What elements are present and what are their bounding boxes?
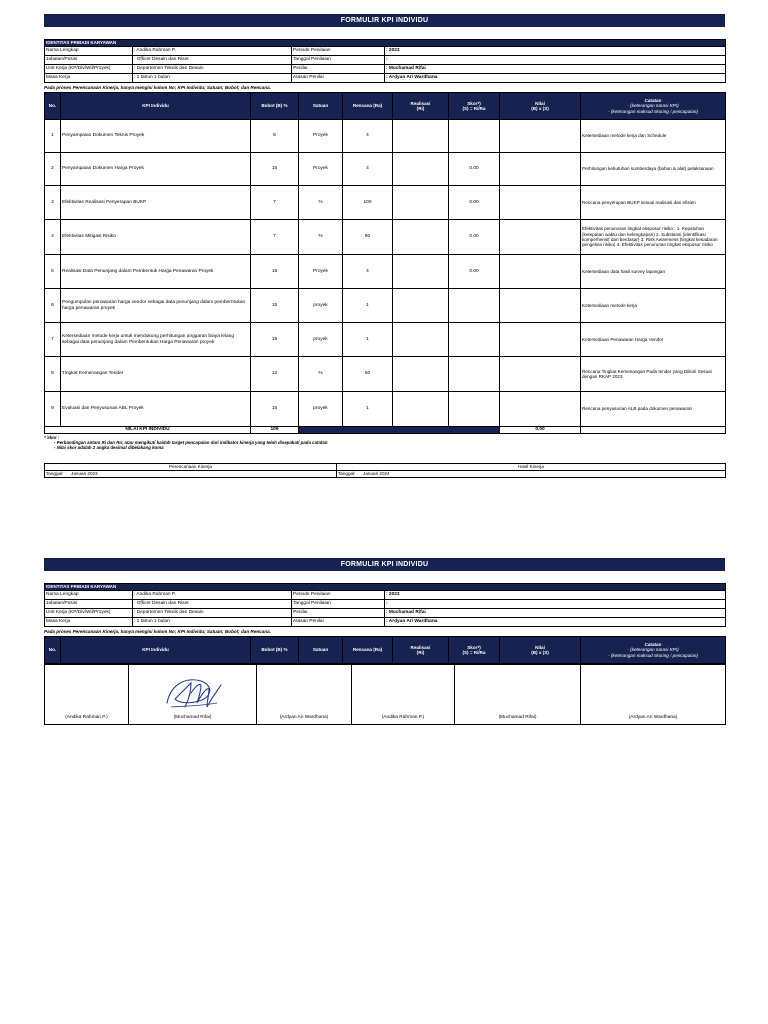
header-nilai-sub: (B) x (S) [531,650,549,655]
kpi-row-no: 3 [45,186,61,220]
kpi-row-catatan: Ketersediaan data hasil survey lapangan [581,255,726,289]
identity-value: : 1 tahun 1 bulan [133,74,292,83]
identity-value: : Muchamad Rifai [385,609,726,618]
header-satuan: Satuan [299,637,343,664]
header-nilai-label: Nilai [535,644,545,650]
identity-row [45,56,726,65]
header-realisasi [393,93,449,120]
kpi-row-skor [449,289,500,323]
kpi-row-nilai [500,153,581,186]
kpi-row [45,289,726,323]
result-date-label: Tanggal: [338,471,356,477]
identity-section-label: IDENTITAS PRIBADI KARYAWAN [45,40,726,47]
signature-cell: (Ardyan Ari Wardhana) [257,665,352,725]
header-catatan-label: Catatan [644,98,662,104]
kpi-row-indicator: Realisasi Data Penunjang dalam Pembentuk Harga Penawaran Proyek [61,255,251,289]
kpi-table-header [45,637,726,664]
kpi-row-realisasi [393,255,449,289]
kpi-row-indicator: Pengumpulan penawaran harga vendor sebagai data penunjang dalam pemberntukan harga penawaran proyek [61,289,251,323]
kpi-row-no: 7 [45,323,61,357]
footnote-line: - Perbandingan antara Ri dan Ra; atau mengikuti kaidah target pencapaian dari indikator kinerja yang telah disepakati pada catatan [54,440,328,445]
signature-cell: (Muchamad Rifai) [455,665,581,725]
kpi-row-bobot: 15 [251,323,299,357]
kpi-row-nilai [500,289,581,323]
kpi-row-satuan: Proyek [299,255,343,289]
result-date: Januari 2024 [363,471,390,477]
identity-row [45,600,726,609]
footnote-line: - Nilai skor adalah 2 angka desimal dibelakang koma [54,445,164,450]
kpi-row-bobot: 12 [251,357,299,392]
kpi-row-indicator: Efektivitas Realisasi Penyerapan BUKP [61,186,251,220]
kpi-row [45,220,726,255]
kpi-row-realisasi [393,392,449,427]
header-catatan-sub1: - (keterangan narasi KPI) [627,103,679,109]
kpi-row-satuan: proyek [299,392,343,427]
header-nilai [500,637,581,664]
identity-value: : Departemen Teknik dan Desain [133,65,292,74]
header-realisasi-label: Realisasi [410,644,431,650]
kpi-row-bobot: 15 [251,289,299,323]
kpi-table-header-repeat [44,636,726,664]
signature-table [44,664,726,725]
kpi-row-skor [449,357,500,392]
kpi-row [45,392,726,427]
identity-label: Tanggal Penilaian [292,600,385,609]
identity-label: Nama Lengkap [45,591,133,600]
kpi-row-skor [449,120,500,153]
identity-label: Jabatan/Posisi [45,600,133,609]
kpi-row-no: 5 [45,255,61,289]
kpi-row-indicator: Evaluasi dan Penyusunan ABL Proyek [61,392,251,427]
kpi-row-no: 6 [45,289,61,323]
kpi-row-realisasi [393,153,449,186]
footnote-title: * Skor : [44,435,60,440]
kpi-row-satuan: % [299,186,343,220]
form-title-banner: FORMULIR KPI INDIVIDU [44,558,725,571]
kpi-row-rencana: 100 [343,186,393,220]
kpi-row-catatan: Rencana penyerapan BUKP sesuai realisasi dan efisien [581,186,726,220]
header-nilai-label: Nilai [535,100,545,106]
identity-table [44,39,726,83]
kpi-table-header [45,93,726,120]
identity-value: : 1 tahun 1 bulan [133,618,292,627]
kpi-row-rencana: 1 [343,289,393,323]
identity-row [45,609,726,618]
total-label: NILAI KPI INDIVIDU [45,427,251,434]
identity-label: Jabatan/Posisi [45,56,133,65]
identity-section-label: IDENTITAS PRIBADI KARYAWAN [45,584,726,591]
kpi-row-rencana: 4 [343,255,393,289]
kpi-row [45,357,726,392]
plan-date: Januari 2023 [71,471,98,477]
total-blank [581,427,726,434]
identity-label: Unit Kerja (KP/Div/Wil/Proyek) [45,65,133,74]
identity-value: : Ardyan Ari Wardhana [385,74,726,83]
kpi-row-rencana: 50 [343,357,393,392]
header-no: No. [45,637,61,664]
kpi-row-indicator: Efektivitas Mitigasi Risiko [61,220,251,255]
header-skor-label: Skor*) [467,644,481,650]
header-catatan-sub1: - (keterangan narasi KPI) [627,647,679,653]
signature-cell [129,665,257,725]
kpi-row-nilai [500,120,581,153]
header-catatan-sub2: - (keterangan maksud skoring / pencapaian) [608,108,698,114]
kpi-row-nilai [500,392,581,427]
header-kpi: KPI Individu [61,637,251,664]
header-bobot: Bobot (B) % [251,93,299,120]
kpi-row-indicator: Penyampaian Dokumen Harga Proyek [61,153,251,186]
period-table [44,463,726,478]
identity-label: Tanggal Penilaian [292,56,385,65]
header-satuan: Satuan [299,93,343,120]
identity-row [45,618,726,627]
kpi-row-no: 8 [45,357,61,392]
kpi-row-catatan: Rencana Tingkat Kemenangan Pada tender yang Diikuti Sesuai dengan RKAP 2023 [581,357,726,392]
kpi-row-bobot: 15 [251,392,299,427]
kpi-row-no: 9 [45,392,61,427]
kpi-row [45,153,726,186]
identity-table [44,583,726,627]
kpi-row-realisasi [393,186,449,220]
kpi-row-catatan: Ketersediaan Penawaran Harga Vendor [581,323,726,357]
identity-label: Penilai [292,65,385,74]
identity-value: : Andika Rahman P. [133,591,292,600]
plan-date-cell [45,471,337,478]
kpi-form-sheet-2 [44,558,725,725]
kpi-row-realisasi [393,220,449,255]
kpi-row-satuan: % [299,220,343,255]
identity-label: Unit Kerja (KP/Div/Wil/Proyek) [45,609,133,618]
kpi-row-rencana: 4 [343,153,393,186]
total-nilai: 0.00 [500,427,581,434]
kpi-row-no: 4 [45,220,61,255]
kpi-row-catatan: Ketersediaan metode kerja [581,289,726,323]
form-title-banner: FORMULIR KPI INDIVIDU [44,14,725,27]
identity-value: : Officer Desain dan Riset [133,600,292,609]
kpi-row-satuan: proyek [299,323,343,357]
kpi-row-satuan: Proyek [299,120,343,153]
identity-row [45,74,726,83]
signature-row [45,665,726,725]
header-kpi: KPI Individu [61,93,251,120]
kpi-row-rencana: 80 [343,220,393,255]
result-date-cell [337,471,726,478]
header-skor-sub: (S) = Ri/Ra [462,650,486,655]
kpi-row-realisasi [393,323,449,357]
total-filler [299,427,500,434]
kpi-row-indicator: Penyampaian Dokumen Teknis Proyek [61,120,251,153]
kpi-row-bobot: 15 [251,255,299,289]
kpi-row-catatan: Efektivitas penurunan tingkat eksposur risiko : 1. Kepatuhan (ketepatan waktu dan kelengkapan) 2. Substansi (identifikasi komperhensif dan berdasar) 3. Risk Awareness (tingkat kesadaran pengelola risiko) 4. Efektivitas penurunan tingkat eksposur risiko [581,220,726,255]
kpi-row-rencana: 1 [343,392,393,427]
kpi-row [45,323,726,357]
kpi-row-realisasi [393,289,449,323]
kpi-row [45,255,726,289]
header-realisasi-label: Realisasi [410,100,431,106]
kpi-row-no: 2 [45,153,61,186]
header-realisasi [393,637,449,664]
kpi-row-satuan: Proyek [299,153,343,186]
identity-label: Penilai [292,609,385,618]
kpi-row-nilai [500,357,581,392]
header-bobot: Bobot (B) % [251,637,299,664]
identity-label: Masa Kerja [45,74,133,83]
total-bobot: 109 [251,427,299,434]
instruction-note: Pada proses Perencanaan Kinerja, hanya mengisi kolom No; KPI Individu; Satuan; Bobot; dan Rencana. [44,85,271,90]
identity-label: Periode Penilaian [292,47,385,56]
header-rencana: Rencana (Ra) [343,637,393,664]
identity-value: : Officer Desain dan Riset [133,56,292,65]
signature-name: (Muchamad Rifai) [173,715,212,721]
kpi-row-skor: 0.00 [449,153,500,186]
header-nilai-sub: (B) x (S) [531,106,549,111]
header-realisasi-sub: (Ri) [416,650,425,655]
kpi-row-catatan: Perhitungan kebutuhan sumberdaya (bahan & alat) pelaksanaan [581,153,726,186]
kpi-row-bobot: 8 [251,120,299,153]
identity-value: : [385,600,726,609]
footnotes [44,435,725,450]
signature-cell: (Andika Rahman P.) [352,665,455,725]
kpi-row-bobot: 15 [251,153,299,186]
result-label: Hasil Kinerja [337,464,726,471]
kpi-row-no: 1 [45,120,61,153]
header-skor [449,637,500,664]
kpi-row-indicator: Ketersediaan metode kerja untuk mendukung perhitungan anggaran biaya lelang sebagai data penunjang dalam Pembentukan Harga Penawaran proyek [61,323,251,357]
plan-label: Perencanaan Kinerja [45,464,337,471]
plan-date-label: Tanggal: [46,471,64,477]
handwritten-signature [161,673,225,713]
identity-label: Nama Lengkap [45,47,133,56]
kpi-row-nilai [500,323,581,357]
kpi-row-rencana: 4 [343,120,393,153]
identity-label: Atasan Penilai [292,74,385,83]
header-skor-label: Skor*) [467,100,481,106]
identity-value: : Andika Rahman P. [133,47,292,56]
identity-value: : 2023 [385,47,726,56]
kpi-row-realisasi [393,357,449,392]
header-skor [449,93,500,120]
signature-cell: (Andika Rahman P.) [45,665,129,725]
kpi-row-skor: 0.00 [449,255,500,289]
instruction-note: Pada proses Perencanaan Kinerja, hanya mengisi kolom No; KPI Individu; Satuan; Bobot; dan Rencana. [44,629,271,634]
kpi-row-catatan: Ketersediaan metode kerja dan Schedule [581,120,726,153]
signature-cell: (Ardyan Ari Wardhana) [581,665,726,725]
kpi-row-nilai [500,220,581,255]
header-nilai [500,93,581,120]
identity-value: : Ardyan Ari Wardhana [385,618,726,627]
identity-label: Masa Kerja [45,618,133,627]
identity-value: : 2023 [385,591,726,600]
identity-row [45,591,726,600]
kpi-row-bobot: 7 [251,220,299,255]
kpi-form-sheet-1 [44,14,725,478]
kpi-row-satuan: proyek [299,289,343,323]
kpi-row-indicator: Tingkat Kemenangan Tender [61,357,251,392]
identity-value: : [385,56,726,65]
kpi-row-bobot: 7 [251,186,299,220]
kpi-row-rencana: 1 [343,323,393,357]
kpi-row [45,120,726,153]
kpi-row-skor [449,392,500,427]
header-rencana: Rencana (Ra) [343,93,393,120]
kpi-table [44,92,726,434]
header-catatan [581,637,726,664]
kpi-row-satuan: % [299,357,343,392]
identity-value: : Muchamad Rifai [385,65,726,74]
kpi-row-catatan: Rencana penyusunan ALB pada dokumen penawaran [581,392,726,427]
header-catatan [581,93,726,120]
header-catatan-label: Catatan [644,642,662,648]
kpi-row [45,186,726,220]
kpi-row-skor: 0.00 [449,186,500,220]
identity-label: Periode Penilaian [292,591,385,600]
header-skor-sub: (S) = Ri/Ra [462,106,486,111]
kpi-row-nilai [500,186,581,220]
identity-row [45,65,726,74]
identity-value: : Departemen Teknik dan Desain [133,609,292,618]
kpi-row-nilai [500,255,581,289]
kpi-total-row [45,427,726,434]
kpi-row-skor: 0.00 [449,220,500,255]
identity-row [45,47,726,56]
kpi-row-skor [449,323,500,357]
header-realisasi-sub: (Ri) [416,106,425,111]
header-catatan-sub2: - (keterangan maksud skoring / pencapaian) [608,652,698,658]
identity-label: Atasan Penilai [292,618,385,627]
kpi-table-body [45,120,726,427]
header-no: No. [45,93,61,120]
kpi-row-realisasi [393,120,449,153]
